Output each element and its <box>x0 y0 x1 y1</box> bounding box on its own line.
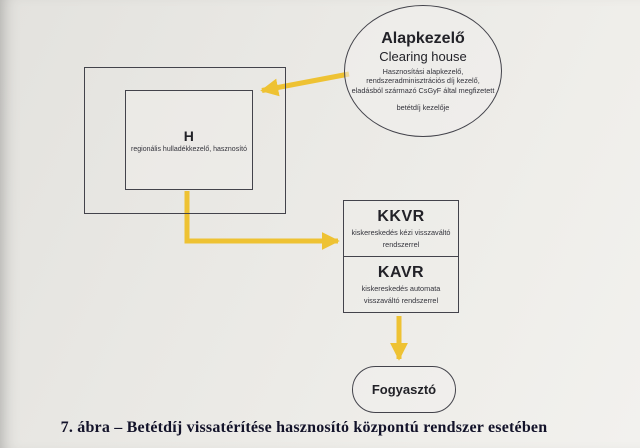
h-node-subtitle: regionális hulladékkezelő, hasznosító <box>131 145 247 153</box>
clearing-house-footer: betétdíj kezelője <box>396 102 450 112</box>
kkvr-node <box>344 201 458 256</box>
clearing-house-title: Alapkezelő <box>381 30 465 48</box>
kavr-title: KAVR <box>377 264 425 282</box>
clearing-house-description <box>352 67 495 94</box>
consumer-title: Fogyasztó <box>371 382 437 397</box>
kavr-subtitle-line: visszaváltó rendszerrel <box>363 295 439 305</box>
consumer-node <box>352 366 456 413</box>
kavr-node <box>344 256 458 312</box>
kkvr-title: KKVR <box>377 208 425 226</box>
clearing-house-line: eladásból származó CsGyF által megfizetett <box>351 85 495 95</box>
kavr-subtitle-line: kiskereskedés automata <box>361 284 441 294</box>
h-node-title: H <box>183 127 195 144</box>
figure-caption: 7. ábra – Betétdíj vissatérítése hasznosító központú rendszer esetében <box>60 419 548 436</box>
h-node <box>125 90 253 190</box>
clearing-house-line: Hasznosítási alapkezelő, <box>382 67 464 77</box>
kkvr-subtitle-line: rendszerrel <box>382 239 420 249</box>
kkvr-kavr-stack <box>343 200 459 313</box>
clearing-house-node <box>344 5 502 137</box>
clearing-house-line: rendszeradminisztrációs díj kezelő, <box>366 76 480 86</box>
kkvr-subtitle-line: kiskereskedés kézi visszaváltó <box>351 228 451 238</box>
clearing-house-subtitle: Clearing house <box>379 49 467 65</box>
